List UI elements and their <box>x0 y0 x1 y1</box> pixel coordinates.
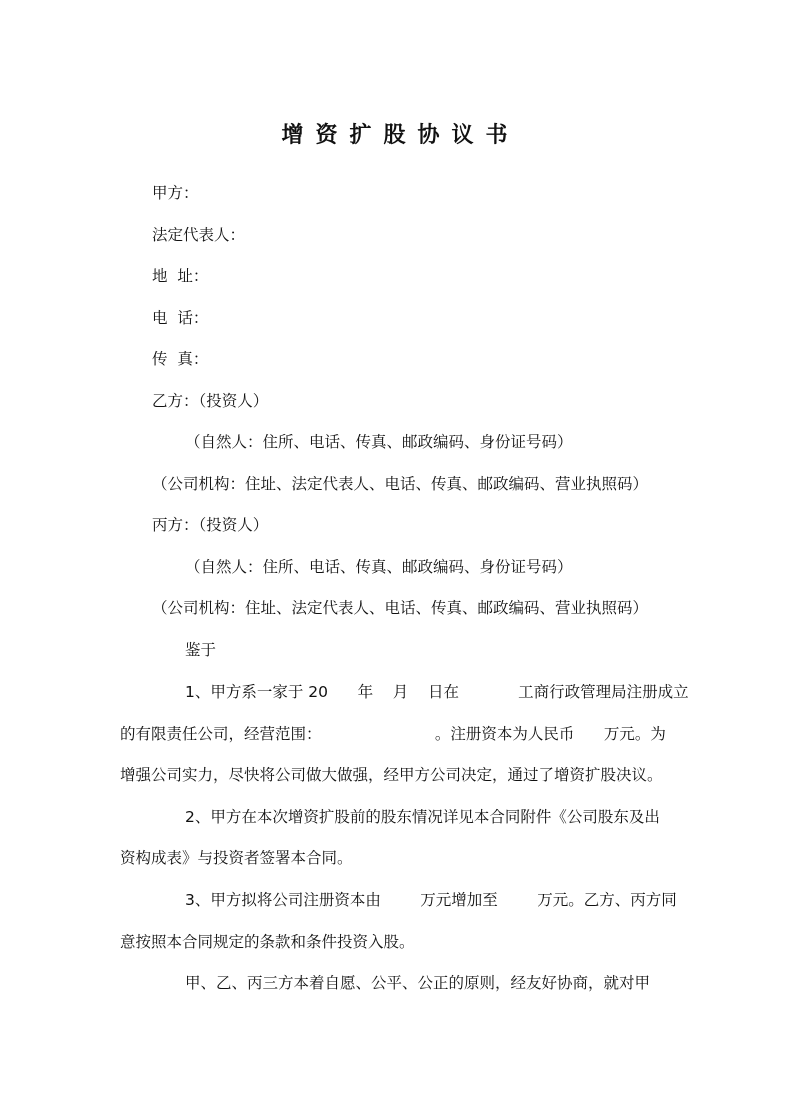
party-c-natural-person: （自然人：住所、电话、传真、邮政编码、身份证号码） <box>185 558 573 576</box>
party-c-label: 丙方：（投资人） <box>152 516 269 534</box>
party-b-label: 乙方：（投资人） <box>152 392 269 410</box>
clause-2-line-1: 2、甲方在本次增资扩股前的股东情况详见本合同附件《公司股东及出 <box>185 808 660 826</box>
clause-1-line-3: 增强公司实力，尽快将公司做大做强，经甲方公司决定，通过了增资扩股决议。 <box>120 766 663 784</box>
party-a-legal-rep: 法定代表人： <box>152 226 246 244</box>
clause-1-line-2: 的有限责任公司，经营范围： 。注册资本为人民币 万元。为 <box>120 725 666 743</box>
party-a-fax: 传 真： <box>152 350 209 368</box>
whereas-heading: 鉴于 <box>185 641 217 659</box>
party-a-address: 地 址： <box>152 267 209 285</box>
clause-3-line-2: 意按照本合同规定的条款和条件投资入股。 <box>120 933 415 951</box>
document-title: 增资扩股协议书 <box>281 122 520 148</box>
closing-line: 甲、乙、丙三方本着自愿、公平、公正的原则，经友好协商，就对甲 <box>185 974 651 992</box>
clause-1-line-1: 1、甲方系一家于 20 年 月 日在 工商行政管理局注册成立 <box>185 683 689 701</box>
party-a-label: 甲方： <box>152 184 199 202</box>
clause-2-line-2: 资构成表》与投资者签署本合同。 <box>120 849 353 867</box>
clause-3-line-1: 3、甲方拟将公司注册资本由 万元增加至 万元。乙方、丙方同 <box>185 891 677 909</box>
party-c-company: （公司机构：住址、法定代表人、电话、传真、邮政编码、营业执照码） <box>152 599 649 617</box>
party-a-phone: 电 话： <box>152 309 209 327</box>
party-b-company: （公司机构：住址、法定代表人、电话、传真、邮政编码、营业执照码） <box>152 475 649 493</box>
party-b-natural-person: （自然人：住所、电话、传真、邮政编码、身份证号码） <box>185 433 573 451</box>
